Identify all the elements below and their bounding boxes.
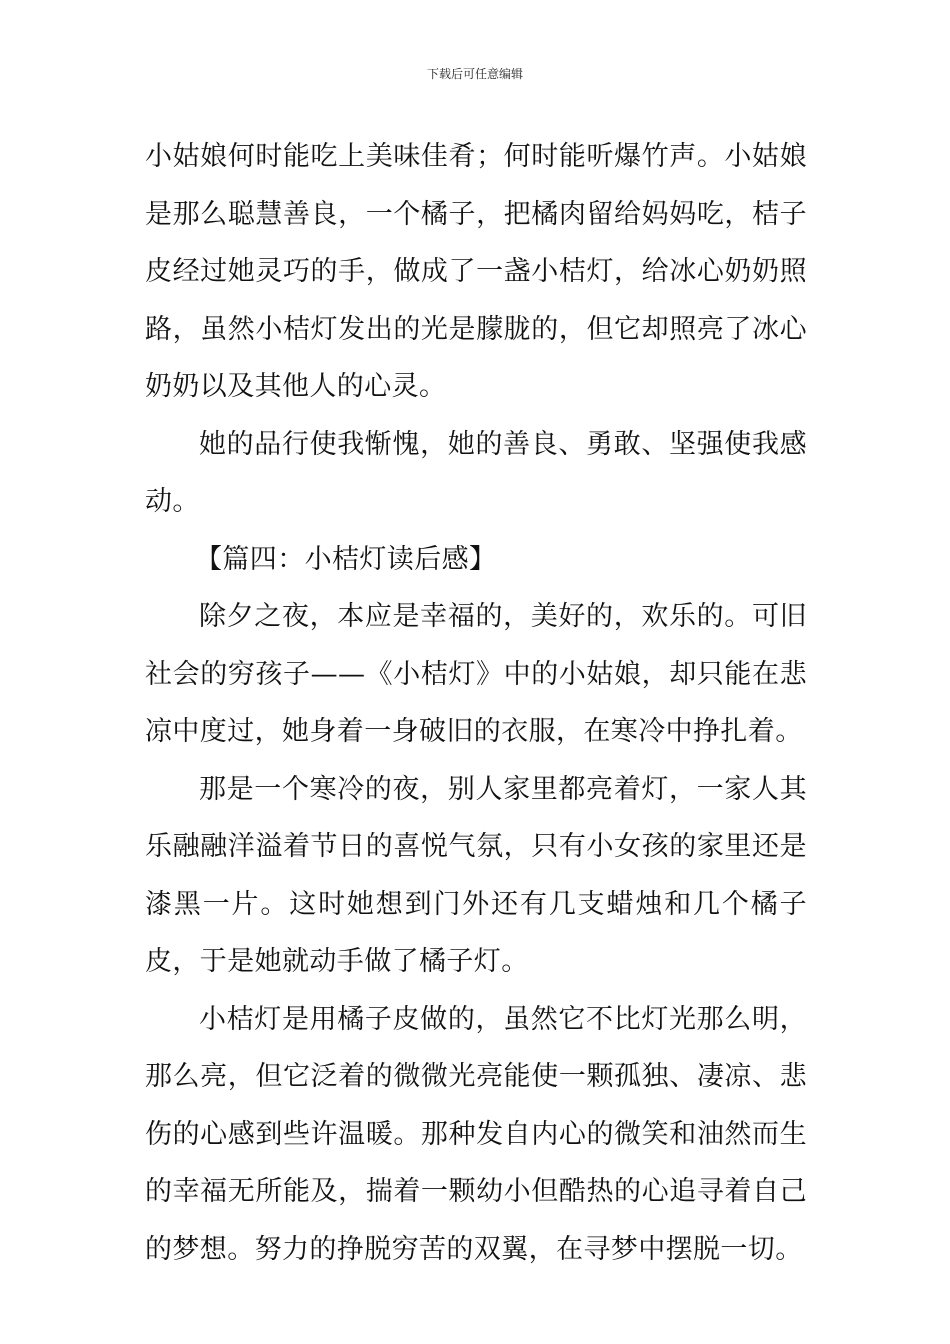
paragraph-cold-night: 那是一个寒冷的夜，别人家里都亮着灯，一家人其乐融融洋溢着节日的喜悦气氛，只有小女孩的家里还是漆黑一片。这时她想到门外还有几支蜡烛和几个橘子皮，于是她就动手做了橘子灯。	[145, 773, 807, 977]
paragraph-reflection: 她的品行使我惭愧，她的善良、勇敢、坚强使我感动。	[145, 428, 807, 517]
document-body	[145, 128, 807, 1278]
paragraph-continuation: 小姑娘何时能吃上美味佳肴；何时能听爆竹声。小姑娘是那么聪慧善良，一个橘子，把橘肉留给妈妈吃，桔子皮经过她灵巧的手，做成了一盏小桔灯，给冰心奶奶照路，虽然小桔灯发出的光是朦胧的，但它却照亮了冰心奶奶以及其他人的心灵。	[145, 141, 807, 402]
page-header-note: 下载后可任意编辑	[426, 67, 523, 81]
paragraph-new-year-eve: 除夕之夜，本应是幸福的，美好的，欢乐的。可旧社会的穷孩子——《小桔灯》中的小姑娘，却只能在悲凉中度过，她身着一身破旧的衣服，在寒冷中挣扎着。	[145, 601, 807, 747]
paragraph-orange-lamp: 小桔灯是用橘子皮做的，虽然它不比灯光那么明，那么亮，但它泛着的微微光亮能使一颗孤独、凄凉、悲伤的心感到些许温暖。那种发自内心的微笑和油然而生的幸福无所能及，揣着一颗幼小但酷热的心追寻着自己的梦想。努力的挣脱穷苦的双翼，在寻梦中摆脱一切。	[145, 1003, 807, 1265]
section-heading: 【篇四：小桔灯读后感】	[195, 543, 497, 575]
